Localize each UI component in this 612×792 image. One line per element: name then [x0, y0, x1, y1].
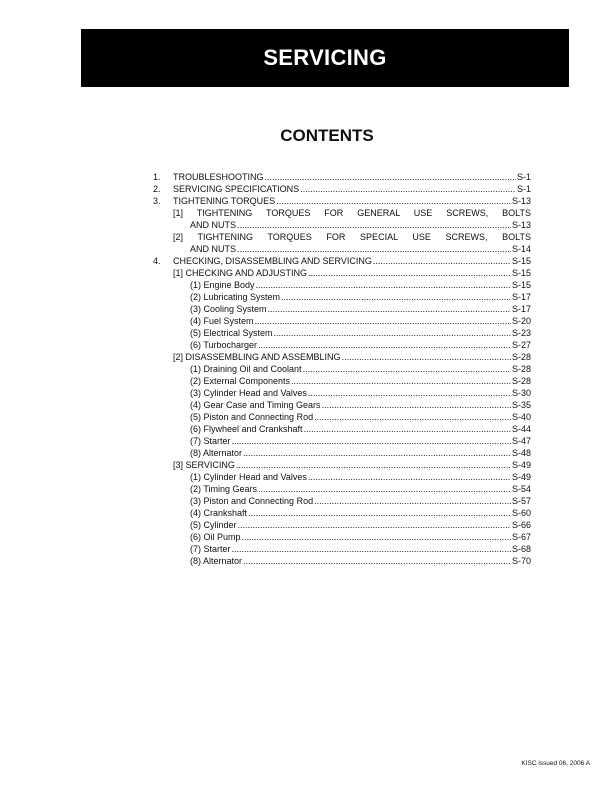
toc-entry-page: S-47	[511, 436, 531, 446]
toc-entry-page: S-68	[511, 544, 531, 554]
dot-leader	[237, 219, 511, 231]
dot-leader	[314, 495, 511, 507]
toc-entry-title: AND NUTS	[190, 220, 237, 230]
toc-entry-page: S-13	[511, 196, 531, 206]
dot-leader	[276, 195, 511, 207]
toc-entry-page: S-54	[511, 484, 531, 494]
toc-entry-title: (5) Piston and Connecting Rod	[190, 412, 314, 422]
toc-entry[interactable]	[153, 375, 531, 387]
toc-entry[interactable]	[153, 339, 531, 351]
toc-entry[interactable]	[153, 423, 531, 435]
toc-entry-title: (6) Flywheel and Crankshaft	[190, 424, 303, 434]
toc-entry[interactable]	[153, 363, 531, 375]
toc-entry[interactable]	[153, 351, 531, 363]
dot-leader	[308, 267, 511, 279]
toc-entry-page: S-66	[511, 520, 531, 530]
dot-leader	[258, 483, 511, 495]
toc-entry[interactable]	[153, 195, 531, 207]
toc-entry-title: (3) Cylinder Head and Valves	[190, 388, 307, 398]
dot-leader	[281, 291, 511, 303]
toc-entry-page: S-23	[511, 328, 531, 338]
toc-entry-page: S-14	[511, 244, 531, 254]
toc-entry-number: 3.	[153, 196, 161, 206]
toc-entry[interactable]	[153, 435, 531, 447]
toc-entry[interactable]	[153, 303, 531, 315]
toc-entry-page: S-1	[516, 172, 531, 182]
dot-leader	[303, 363, 511, 375]
toc-entry[interactable]	[153, 543, 531, 555]
toc-entry[interactable]	[153, 459, 531, 471]
dot-leader	[242, 531, 511, 543]
toc-entry[interactable]	[153, 255, 531, 267]
dot-leader	[256, 279, 511, 291]
dot-leader	[243, 555, 511, 567]
toc-entry-page: S-28	[511, 364, 531, 374]
dot-leader	[322, 399, 511, 411]
toc-entry-page: S-70	[511, 556, 531, 566]
dot-leader	[314, 411, 511, 423]
toc-entry-number: 2.	[153, 184, 161, 194]
toc-entry-title: TROUBLESHOOTING	[173, 172, 264, 182]
toc-entry-page: S-35	[511, 400, 531, 410]
toc-entry-title: (3) Cooling System	[190, 304, 267, 314]
toc-entry-title: (7) Starter	[190, 436, 231, 446]
toc-entry-title: (2) Lubricating System	[190, 292, 281, 302]
toc-entry-page: S-49	[511, 472, 531, 482]
toc-entry[interactable]	[153, 399, 531, 411]
toc-entry-page: S-30	[511, 388, 531, 398]
toc-entry[interactable]	[153, 171, 531, 183]
contents-heading: CONTENTS	[280, 126, 374, 145]
dot-leader	[265, 171, 516, 183]
toc-entry[interactable]	[153, 327, 531, 339]
toc-entry-title: TIGHTENING TORQUES	[173, 196, 276, 206]
dot-leader	[236, 459, 511, 471]
toc-entry[interactable]	[153, 183, 531, 195]
toc-entry-title: [3] SERVICING	[173, 460, 235, 470]
dot-leader	[291, 375, 511, 387]
toc-entry[interactable]	[153, 243, 531, 255]
toc-entry-title: (4) Gear Case and Timing Gears	[190, 400, 321, 410]
dot-leader	[308, 471, 511, 483]
toc-entry-title: (6) Oil Pump	[190, 532, 241, 542]
toc-entry-page: S-13	[511, 220, 531, 230]
dot-leader	[304, 423, 511, 435]
toc-entry[interactable]	[153, 531, 531, 543]
toc-entry[interactable]	[153, 555, 531, 567]
toc-entry-page: S-15	[511, 280, 531, 290]
toc-entry-page: S-15	[511, 268, 531, 278]
toc-entry-title: (7) Starter	[190, 544, 231, 554]
toc-entry[interactable]	[153, 267, 531, 279]
toc-entry-title: SERVICING SPECIFICATIONS	[173, 184, 300, 194]
dot-leader	[238, 519, 511, 531]
toc-entry-title: (5) Electrical System	[190, 328, 273, 338]
toc-entry-title: (5) Cylinder	[190, 520, 237, 530]
toc-entry-page: S-40	[511, 412, 531, 422]
dot-leader	[342, 351, 511, 363]
toc-entry-title: (2) Timing Gears	[190, 484, 258, 494]
toc-entry-title: (8) Alternator	[190, 556, 243, 566]
section-banner	[81, 29, 569, 87]
toc-entry-title: AND NUTS	[190, 244, 237, 254]
toc-entry-page: S-17	[511, 304, 531, 314]
dot-leader	[274, 327, 511, 339]
dot-leader	[232, 543, 511, 555]
toc-entry-title: [1] TIGHTENING TORQUES FOR GENERAL USE SCREWS, BOLTS	[173, 208, 531, 218]
toc-entry-page: S-49	[511, 460, 531, 470]
dot-leader	[373, 255, 511, 267]
dot-leader	[237, 243, 511, 255]
toc-entry-page: S-17	[511, 292, 531, 302]
toc-entry-page: S-28	[511, 376, 531, 386]
toc-entry[interactable]	[153, 291, 531, 303]
toc-entry-title: [2] TIGHTENING TORQUES FOR SPECIAL USE SCREWS, BOLTS	[173, 232, 531, 242]
toc-entry-page: S-44	[511, 424, 531, 434]
toc-entry-page: S-67	[511, 532, 531, 542]
toc-entry-title: (4) Fuel System	[190, 316, 254, 326]
toc-entry[interactable]	[153, 411, 531, 423]
dot-leader	[268, 303, 511, 315]
toc-entry[interactable]	[153, 219, 531, 231]
toc-entry-title: (3) Piston and Connecting Rod	[190, 496, 314, 506]
toc-entry[interactable]	[153, 495, 531, 507]
toc-entry-page: S-28	[511, 352, 531, 362]
dot-leader	[232, 435, 511, 447]
toc-entry-page: S-48	[511, 448, 531, 458]
toc-entry-title: (1) Engine Body	[190, 280, 255, 290]
toc-entry-title: (1) Cylinder Head and Valves	[190, 472, 307, 482]
toc-entry[interactable]	[153, 279, 531, 291]
toc-entry-page: S-57	[511, 496, 531, 506]
toc-entry-title: (2) External Components	[190, 376, 291, 386]
dot-leader	[243, 447, 511, 459]
toc-entry-page: S-27	[511, 340, 531, 350]
dot-leader	[258, 339, 511, 351]
toc-entry-title: (6) Turbocharger	[190, 340, 258, 350]
toc-entry-page: S-15	[511, 256, 531, 266]
toc-entry[interactable]	[153, 231, 531, 243]
toc-entry-number: 1.	[153, 172, 161, 182]
dot-leader	[308, 387, 511, 399]
toc-entry[interactable]	[153, 207, 531, 219]
toc-entry[interactable]	[153, 471, 531, 483]
toc-entry-number: 4.	[153, 256, 161, 266]
toc-entry-title: (8) Alternator	[190, 448, 243, 458]
toc-entry[interactable]	[153, 519, 531, 531]
toc-entry-page: S-20	[511, 316, 531, 326]
toc-entry-title: [2] DISASSEMBLING AND ASSEMBLING	[173, 352, 341, 362]
table-of-contents	[153, 171, 531, 567]
toc-entry[interactable]	[153, 483, 531, 495]
dot-leader	[300, 183, 516, 195]
banner-title: SERVICING	[263, 45, 387, 70]
toc-entry-title: (4) Crankshaft	[190, 508, 248, 518]
toc-entry[interactable]	[153, 507, 531, 519]
toc-entry-page: S-1	[516, 184, 531, 194]
toc-entry-title: [1] CHECKING AND ADJUSTING	[173, 268, 308, 278]
toc-entry[interactable]	[153, 447, 531, 459]
dot-leader	[248, 507, 511, 519]
toc-entry-title: CHECKING, DISASSEMBLING AND SERVICING	[173, 256, 372, 266]
toc-entry-page: S-60	[511, 508, 531, 518]
toc-entry[interactable]	[153, 387, 531, 399]
dot-leader	[255, 315, 511, 327]
footer-issue-note: KISC issued 06, 2006 A	[521, 760, 590, 767]
toc-entry[interactable]	[153, 315, 531, 327]
toc-entry-title: (1) Draining Oil and Coolant	[190, 364, 302, 374]
